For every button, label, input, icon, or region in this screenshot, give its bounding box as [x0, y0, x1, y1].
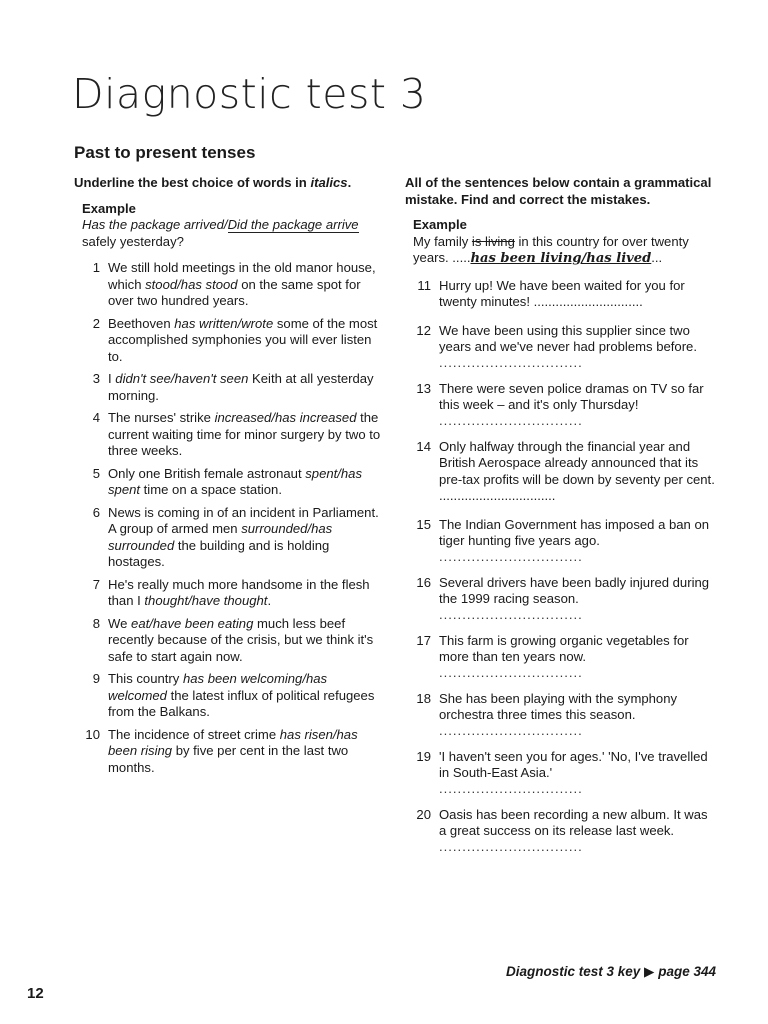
question-number: 5 — [92, 465, 100, 481]
sentence: We have been using this supplier since two years and we've never had problems before. — [439, 322, 697, 354]
text-segment: He's really much more handsome in the flesh than I — [108, 576, 370, 608]
text-segment: I — [108, 371, 116, 386]
text-segment: the latest influx of political refugees from the Balkans. — [108, 687, 375, 719]
text-segment: Only one British female astronaut — [108, 465, 306, 481]
sentence: This farm is growing organic vegetables for more than ten years now. — [439, 632, 689, 664]
instruction: All of the sentences below contain a grammatical mistake. Find and correct the mistakes. — [405, 175, 712, 207]
question-text — [108, 410, 388, 460]
choice-options: stood/has stood — [145, 276, 238, 292]
question-text — [108, 616, 388, 666]
choice-options: has been welcoming/has welcomed — [108, 671, 328, 703]
question-number: 14 — [416, 438, 431, 454]
choice-options: didn't see/haven't seen — [115, 371, 249, 386]
question-number: 19 — [416, 748, 431, 764]
question-number: 4 — [92, 410, 100, 425]
text-segment: Beethoven — [108, 315, 175, 331]
sentence: Only halfway through the financial year and British Aerospace already announced that its pre-tax profits will be down by seventy per cent. ................................ — [439, 438, 715, 503]
choice-options: eat/have been eating — [131, 615, 254, 631]
question-item — [405, 749, 717, 795]
text-segment: Keith at all yesterday morning. — [108, 371, 374, 403]
question-item — [74, 371, 388, 404]
question-list — [405, 278, 717, 853]
question-number: 1 — [92, 260, 100, 275]
question-text — [108, 466, 388, 499]
example-text: Has the package arrived/Did the package arrive safely yesterday? — [82, 217, 359, 249]
question-item — [405, 633, 717, 679]
choice-options: has written/wrote — [174, 315, 274, 331]
question-item — [74, 466, 388, 499]
question-text — [439, 633, 717, 679]
sentence: 'I haven't seen you for ages.' 'No, I've travelled in South-East Asia.' — [439, 748, 708, 780]
question-text — [439, 278, 717, 311]
sentence: Several drivers have been badly injured during the 1999 racing season. — [439, 574, 710, 606]
question-item — [405, 807, 717, 853]
question-item — [74, 671, 388, 721]
answer-line: ............................... — [439, 548, 583, 564]
question-number: 9 — [92, 671, 100, 686]
question-number: 10 — [85, 726, 100, 742]
sentence: She has been playing with the symphony orchestra three times this season. — [439, 690, 678, 722]
question-number: 16 — [416, 574, 431, 590]
text-segment: The incidence of street crime — [108, 726, 280, 742]
answer-key-reference: Diagnostic test 3 key ▶ page 344 — [505, 964, 716, 979]
exercise-underline — [74, 175, 388, 782]
question-item — [405, 517, 717, 563]
question-number: 3 — [92, 371, 100, 386]
handwritten-correction: has been living/has lived — [470, 251, 652, 266]
choice-options: spent/has spent — [108, 465, 363, 497]
text-segment: We still hold meetings in the old manor house, which — [108, 260, 376, 292]
text-segment: by five per cent in the last two months. — [108, 743, 349, 775]
text-segment: time on a space station. — [140, 482, 282, 497]
question-number: 13 — [416, 380, 431, 396]
text-segment: on the same spot for over two hundred years. — [108, 276, 361, 308]
question-text — [108, 577, 388, 610]
struck-text: is living — [471, 233, 515, 249]
text-segment: This country — [108, 671, 183, 686]
sentence: There were seven police dramas on TV so far this week – and it's only Thursday! — [439, 380, 704, 412]
question-text — [439, 439, 717, 505]
question-item — [74, 727, 388, 777]
choice-options: increased/has increased — [214, 410, 357, 425]
answer-line: ............................... — [439, 722, 583, 738]
question-item — [74, 577, 388, 610]
question-number: 8 — [92, 615, 100, 631]
question-item — [405, 381, 717, 427]
question-item — [405, 323, 717, 369]
text-segment: The nurses' strike — [108, 410, 215, 425]
text-segment: much less beef recently because of the crisis, but we think it's safe to start again now. — [108, 615, 374, 664]
question-text — [108, 671, 388, 721]
question-text — [439, 575, 717, 621]
question-item — [74, 316, 388, 366]
question-item — [405, 439, 717, 505]
example-text: My family is living in this country for over twenty years. .....has been living/has lived... — [413, 233, 689, 266]
question-text — [439, 381, 717, 427]
question-item — [405, 278, 717, 311]
answer-line: ............................... — [439, 780, 583, 796]
question-number: 2 — [92, 315, 100, 331]
sentence: Oasis has been recording a new album. It was a great success on its release last week. — [439, 806, 708, 838]
question-number: 12 — [416, 322, 431, 338]
answer-line: ............................... — [439, 354, 583, 370]
question-text — [108, 505, 388, 571]
question-item — [74, 410, 388, 460]
question-item — [405, 575, 717, 621]
arrow-icon: ▶ — [644, 964, 655, 979]
question-item — [74, 505, 388, 571]
question-text — [108, 316, 388, 366]
example-heading: Example — [82, 200, 136, 216]
text-segment: We — [108, 615, 132, 631]
question-text — [439, 807, 717, 853]
question-text — [439, 691, 717, 737]
question-text — [108, 260, 388, 310]
question-list — [74, 260, 388, 776]
instruction: Underline the best choice of words in italics. — [74, 175, 352, 190]
example-underlined-answer: Did the package arrive — [227, 217, 359, 232]
example-heading: Example — [413, 217, 467, 232]
question-text — [439, 323, 717, 369]
page-number: 12 — [27, 985, 44, 1002]
question-number: 15 — [416, 516, 431, 532]
sentence: Hurry up! We have been waited for you for twenty minutes! .............................. — [439, 277, 685, 309]
choice-options: surrounded/has surrounded — [108, 521, 333, 553]
answer-line: ............................... — [439, 412, 583, 428]
sentence: The Indian Government has imposed a ban on tiger hunting five years ago. — [439, 516, 710, 548]
question-item — [405, 691, 717, 737]
question-number: 20 — [416, 806, 431, 822]
text-segment: the building and is holding hostages. — [108, 537, 330, 569]
answer-line: ............................... — [439, 606, 583, 622]
text-segment: the current waiting time for minor surgery by two to three weeks. — [108, 410, 381, 458]
choice-options: has risen/has been rising — [108, 726, 358, 758]
question-item — [74, 616, 388, 666]
exercise-correct-mistakes — [405, 175, 717, 865]
text-segment: . — [267, 593, 272, 608]
answer-line: ............................... — [439, 664, 583, 680]
question-number: 17 — [416, 632, 431, 648]
question-text — [439, 517, 717, 563]
question-number: 6 — [92, 504, 100, 520]
question-text — [108, 727, 388, 777]
question-text — [108, 371, 388, 404]
page-title: Diagnostic test 3 — [72, 70, 427, 118]
answer-line: ............................... — [439, 838, 583, 854]
question-number: 18 — [416, 690, 431, 706]
question-number: 11 — [417, 277, 431, 293]
question-number: 7 — [92, 576, 100, 592]
text-segment: News is coming in of an incident in Parliament. A group of armed men — [108, 504, 379, 536]
question-text — [439, 749, 717, 795]
question-item — [74, 260, 388, 310]
section-heading: Past to present tenses — [74, 143, 256, 162]
choice-options: thought/have thought — [144, 593, 268, 608]
text-segment: some of the most accomplished symphonies you will ever listen to. — [108, 315, 378, 364]
